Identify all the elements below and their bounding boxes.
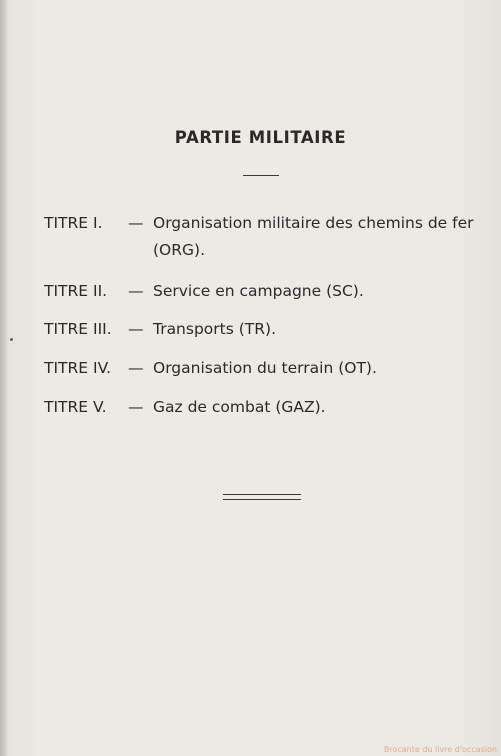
toc-title: Organisation militaire des chemins de fer [153,214,474,232]
toc-dash: — [128,359,144,377]
toc-dash: — [128,214,144,232]
toc-label: TITRE IV. [44,359,112,377]
toc-title: Organisation du terrain (OT). [153,359,377,377]
page-heading: PARTIE MILITAIRE [174,128,347,147]
toc-dash: — [128,398,144,416]
toc-label: TITRE III. [44,320,112,338]
toc-label: TITRE I. [44,214,103,232]
toc-dash: — [128,282,144,300]
toc-title-continued: (ORG). [153,241,206,259]
paper-speck [10,338,13,341]
heading-rule [243,175,279,176]
toc-dash: — [128,320,144,338]
toc-title: Service en campagne (SC). [153,282,364,300]
toc-title: Gaz de combat (GAZ). [153,398,326,416]
watermark-text: Brocante du livre d'occasion [383,745,497,754]
toc-label: TITRE II. [44,282,108,300]
spine-shadow [0,0,8,756]
closing-double-rule [223,494,301,500]
toc-title: Transports (TR). [153,320,276,338]
toc-label: TITRE V. [44,398,107,416]
